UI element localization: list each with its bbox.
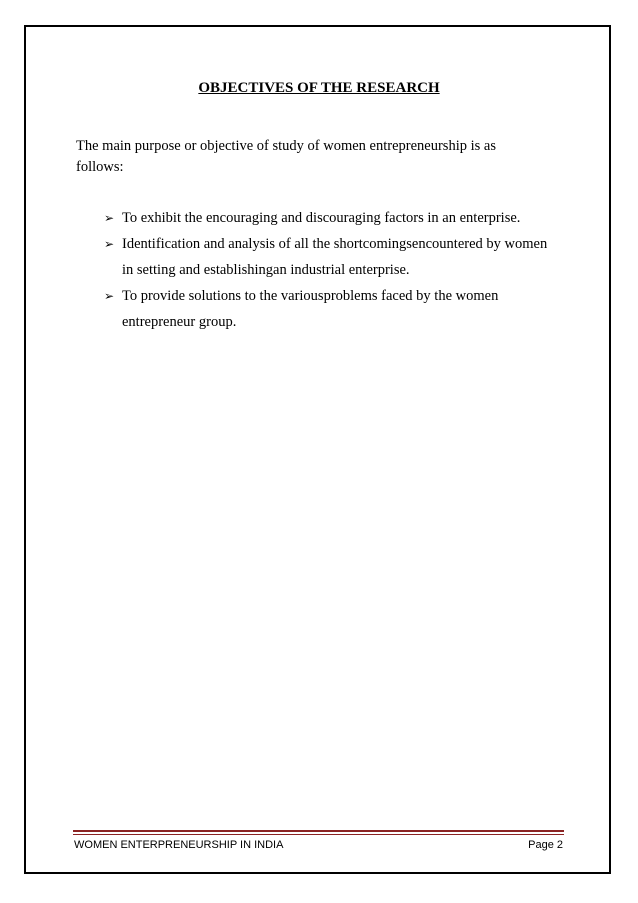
list-item-text: To provide solutions to the variousproblems faced by the women entrepreneur group. [122,288,499,330]
arrow-bullet-icon: ➢ [104,289,115,303]
list-item [104,231,554,283]
list-item [104,283,554,335]
list-item-text: To exhibit the encouraging and discouraging factors in an enterprise. [122,210,521,226]
footer-rule [73,830,564,832]
list-item [104,205,554,231]
intro-paragraph: The main purpose or objective of study of women entrepreneurship is as follows: [76,138,496,175]
footer-title: WOMEN ENTERPRENEURSHIP IN INDIA [74,839,284,851]
page-title: OBJECTIVES OF THE RESEARCH [198,80,440,96]
objectives-list [104,205,554,335]
arrow-bullet-icon: ➢ [104,237,115,251]
footer-rule-thin [73,834,564,835]
arrow-bullet-icon: ➢ [104,211,115,225]
list-item-text: Identification and analysis of all the shortcomingsencountered by women in setting and establishingan industrial enterprise. [122,236,548,278]
page-number: Page 2 [528,839,563,851]
